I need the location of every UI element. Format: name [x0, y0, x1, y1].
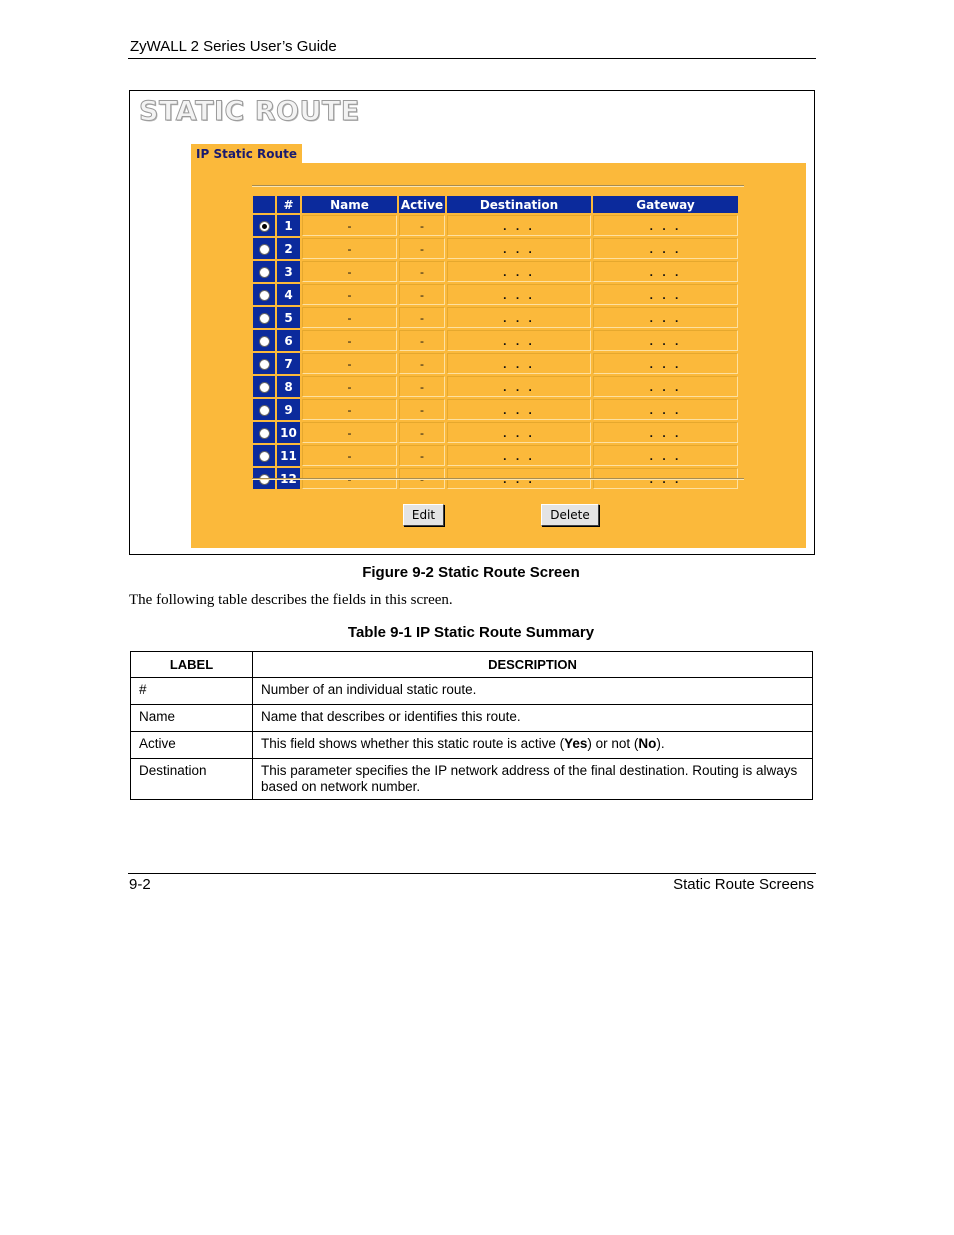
select-column-header — [253, 196, 275, 213]
route-active: - — [399, 399, 445, 420]
route-name: - — [302, 445, 397, 466]
route-row — [253, 422, 738, 443]
section-title: Static Route Screens — [673, 876, 814, 893]
route-active: - — [399, 468, 445, 489]
route-number: 6 — [277, 330, 300, 351]
route-active: - — [399, 284, 445, 305]
intro-text: The following table describes the fields in this screen. — [129, 592, 453, 608]
page-number: 9-2 — [129, 876, 151, 893]
route-destination: . . . — [447, 445, 591, 466]
route-destination: . . . — [447, 353, 591, 374]
route-gateway: . . . — [593, 261, 738, 282]
yes-keyword: Yes — [564, 736, 588, 751]
route-name: - — [302, 215, 397, 236]
description-text: ) or not ( — [587, 736, 639, 751]
column-header-active: Active — [400, 197, 444, 212]
route-name: - — [302, 284, 397, 305]
guide-title: ZyWALL 2 Series User’s Guide — [130, 38, 337, 55]
route-gateway: . . . — [593, 330, 738, 351]
route-gateway: . . . — [593, 284, 738, 305]
table-row — [131, 732, 813, 759]
row-description: This parameter specifies the IP network address of the final destination. Routing is always based on network number. — [253, 759, 813, 800]
route-select-radio[interactable] — [259, 382, 270, 393]
route-select-radio[interactable] — [259, 428, 270, 439]
row-description — [253, 732, 813, 759]
route-row — [253, 238, 738, 259]
figure-caption: Figure 9-2 Static Route Screen — [362, 564, 580, 581]
radio-cell — [253, 445, 275, 466]
row-label: Name — [131, 705, 253, 732]
row-description: Number of an individual static route. — [253, 678, 813, 705]
route-select-radio[interactable] — [259, 313, 270, 324]
route-destination: . . . — [447, 284, 591, 305]
description-text: ). — [656, 736, 665, 751]
radio-cell — [253, 215, 275, 236]
route-destination: . . . — [447, 238, 591, 259]
route-row — [253, 284, 738, 305]
route-select-radio[interactable] — [259, 405, 270, 416]
route-name: - — [302, 353, 397, 374]
route-name: - — [302, 468, 397, 489]
route-row — [253, 376, 738, 397]
route-destination: . . . — [447, 261, 591, 282]
static-route-screenshot — [129, 90, 815, 555]
radio-cell — [253, 261, 275, 282]
route-destination: . . . — [447, 376, 591, 397]
route-select-radio[interactable] — [259, 267, 270, 278]
route-gateway: . . . — [593, 376, 738, 397]
route-name: - — [302, 330, 397, 351]
page-footer — [128, 873, 816, 893]
route-destination: . . . — [447, 330, 591, 351]
route-destination: . . . — [447, 399, 591, 420]
route-gateway: . . . — [593, 307, 738, 328]
column-header-gateway: Gateway — [593, 196, 738, 213]
route-table — [251, 194, 740, 491]
route-select-radio[interactable] — [259, 336, 270, 347]
route-active: - — [399, 445, 445, 466]
radio-cell — [253, 376, 275, 397]
route-number: 3 — [277, 261, 300, 282]
route-select-radio[interactable] — [259, 359, 270, 370]
route-select-radio[interactable] — [259, 290, 270, 301]
column-header-destination: Destination — [447, 196, 591, 213]
route-gateway: . . . — [593, 399, 738, 420]
label-header: LABEL — [131, 652, 253, 678]
route-gateway: . . . — [593, 238, 738, 259]
route-number: 5 — [277, 307, 300, 328]
table-row — [131, 678, 813, 705]
table-caption: Table 9-1 IP Static Route Summary — [347, 624, 595, 641]
route-active: - — [399, 261, 445, 282]
radio-cell — [253, 284, 275, 305]
ip-static-route-panel — [191, 163, 806, 548]
route-row — [253, 261, 738, 282]
route-name: - — [302, 238, 397, 259]
route-destination: . . . — [447, 422, 591, 443]
route-destination: . . . — [447, 468, 591, 489]
route-number: 11 — [277, 445, 300, 466]
radio-cell — [253, 399, 275, 420]
delete-button[interactable]: Delete — [541, 504, 599, 526]
route-select-radio[interactable] — [259, 221, 270, 232]
description-header: DESCRIPTION — [253, 652, 813, 678]
screen-title: STATIC ROUTE — [139, 96, 360, 127]
route-number: 4 — [277, 284, 300, 305]
route-select-radio[interactable] — [259, 244, 270, 255]
radio-cell — [253, 330, 275, 351]
route-destination: . . . — [447, 215, 591, 236]
radio-cell — [253, 307, 275, 328]
route-row — [253, 445, 738, 466]
route-active: - — [399, 330, 445, 351]
route-name: - — [302, 376, 397, 397]
route-active: - — [399, 307, 445, 328]
route-row — [253, 399, 738, 420]
route-name: - — [302, 261, 397, 282]
radio-cell — [253, 422, 275, 443]
edit-button[interactable]: Edit — [403, 504, 444, 526]
route-active: - — [399, 238, 445, 259]
page-header — [128, 37, 816, 59]
panel-tab: IP Static Route — [191, 144, 302, 163]
route-active: - — [399, 353, 445, 374]
row-label: Active — [131, 732, 253, 759]
route-gateway: . . . — [593, 445, 738, 466]
table-row — [131, 759, 813, 800]
route-row — [253, 307, 738, 328]
route-active: - — [399, 215, 445, 236]
summary-table — [130, 651, 813, 800]
row-label: Destination — [131, 759, 253, 800]
row-description: Name that describes or identifies this route. — [253, 705, 813, 732]
route-gateway: . . . — [593, 215, 738, 236]
table-row — [131, 705, 813, 732]
route-name: - — [302, 399, 397, 420]
column-header-number: # — [277, 196, 300, 213]
route-number: 8 — [277, 376, 300, 397]
route-number: 7 — [277, 353, 300, 374]
route-destination: . . . — [447, 307, 591, 328]
column-header-name: Name — [302, 196, 397, 213]
route-gateway: . . . — [593, 422, 738, 443]
route-number: 2 — [277, 238, 300, 259]
route-number: 10 — [277, 422, 300, 443]
route-name: - — [302, 307, 397, 328]
radio-cell — [253, 353, 275, 374]
divider-top — [252, 185, 744, 187]
route-rows — [253, 215, 738, 489]
route-row — [253, 215, 738, 236]
divider-bottom — [252, 478, 744, 480]
summary-header-row — [131, 652, 813, 678]
radio-cell — [253, 238, 275, 259]
route-number: 12 — [277, 468, 300, 489]
route-gateway: . . . — [593, 468, 738, 489]
route-row — [253, 330, 738, 351]
route-select-radio[interactable] — [259, 451, 270, 462]
route-gateway: . . . — [593, 353, 738, 374]
route-row — [253, 353, 738, 374]
no-keyword: No — [638, 736, 657, 751]
route-active: - — [399, 376, 445, 397]
route-table-header — [253, 196, 738, 213]
row-label: # — [131, 678, 253, 705]
route-name: - — [302, 422, 397, 443]
route-active: - — [399, 422, 445, 443]
description-text: This field shows whether this static route is active ( — [261, 736, 565, 751]
route-number: 9 — [277, 399, 300, 420]
route-number: 1 — [277, 215, 300, 236]
